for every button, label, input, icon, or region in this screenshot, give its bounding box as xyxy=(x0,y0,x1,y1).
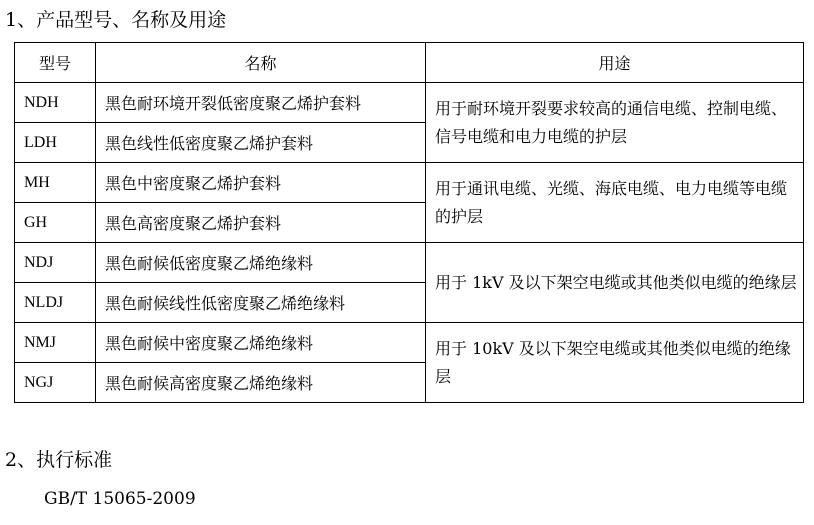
use-cell: 用于通讯电缆、光缆、海底电缆、电力电缆等电缆的护层 xyxy=(426,163,804,243)
standard-code: GB/T 15065-2009 xyxy=(44,489,196,509)
section-2-heading: 2、执行标准 xyxy=(5,449,113,471)
table-row xyxy=(15,83,804,123)
use-cell: 用于耐环境开裂要求较高的通信电缆、控制电缆、信号电缆和电力电缆的护层 xyxy=(426,83,804,163)
name-cell: 黑色线性低密度聚乙烯护套料 xyxy=(96,123,426,163)
header-model: 型号 xyxy=(15,43,96,83)
model-cell: GH xyxy=(15,203,96,243)
model-cell: MH xyxy=(15,163,96,203)
use-cell: 用于 1kV 及以下架空电缆或其他类似电缆的绝缘层 xyxy=(426,243,804,323)
name-cell: 黑色耐候中密度聚乙烯绝缘料 xyxy=(96,323,426,363)
use-cell: 用于 10kV 及以下架空电缆或其他类似电缆的绝缘层 xyxy=(426,323,804,403)
model-cell: NGJ xyxy=(15,363,96,403)
header-name: 名称 xyxy=(96,43,426,83)
table-row xyxy=(15,243,804,283)
table-row xyxy=(15,323,804,363)
model-cell: NDJ xyxy=(15,243,96,283)
section-1-heading: 1、产品型号、名称及用途 xyxy=(5,9,227,31)
name-cell: 黑色耐环境开裂低密度聚乙烯护套料 xyxy=(96,83,426,123)
table-row xyxy=(15,163,804,203)
model-cell: LDH xyxy=(15,123,96,163)
name-cell: 黑色耐候高密度聚乙烯绝缘料 xyxy=(96,363,426,403)
name-cell: 黑色中密度聚乙烯护套料 xyxy=(96,163,426,203)
name-cell: 黑色耐候低密度聚乙烯绝缘料 xyxy=(96,243,426,283)
name-cell: 黑色高密度聚乙烯护套料 xyxy=(96,203,426,243)
name-cell: 黑色耐候线性低密度聚乙烯绝缘料 xyxy=(96,283,426,323)
model-cell: NMJ xyxy=(15,323,96,363)
header-use: 用途 xyxy=(426,43,804,83)
table-header-row xyxy=(15,43,804,83)
product-table xyxy=(14,42,804,403)
model-cell: NDH xyxy=(15,83,96,123)
model-cell: NLDJ xyxy=(15,283,96,323)
